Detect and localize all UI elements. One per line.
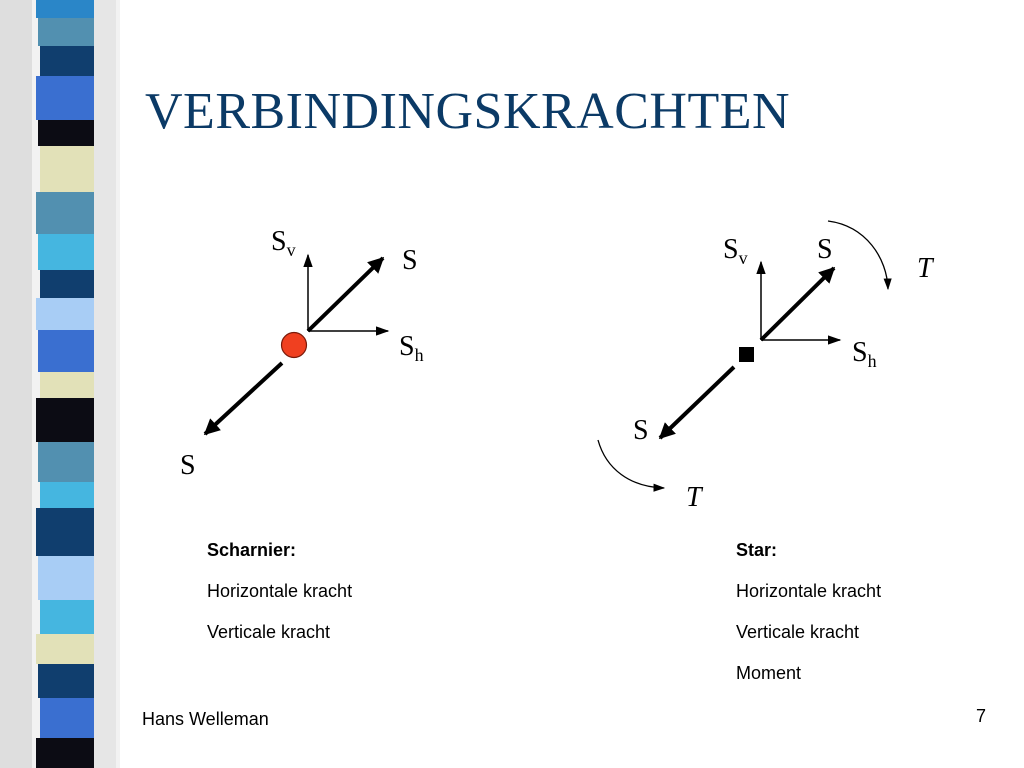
rigid-description [736,538,881,702]
svg-text:Sv [723,234,748,268]
hinge-description [207,538,352,661]
label-s-h: S [852,337,868,368]
force-s-arrow [308,258,383,331]
label-s-h-subscript: h [414,345,424,365]
label-moment-t-lower: T [686,482,702,513]
label-s-v: S [271,226,287,257]
footer-author: Hans Welleman [142,709,269,729]
hinge-diagram [180,226,424,481]
svg-text:Sh [852,337,877,371]
moment-t-lower-arrow [598,440,664,488]
rigid-line-moment: Moment [736,663,802,683]
rigid-line-vertical: Verticale kracht [736,622,860,642]
label-s-v-subscript: v [286,240,296,260]
label-s-v: S [723,234,739,265]
label-s: S [402,245,418,276]
rigid-diagram [598,221,935,513]
label-s: S [817,234,833,265]
force-s-arrow [761,268,834,340]
svg-text:Sv [271,226,296,260]
moment-t-upper-arrow [828,221,888,289]
rigid-line-horizontal: Horizontale kracht [736,581,882,601]
label-s-lower: S [633,415,649,446]
fixed-joint-icon [739,347,754,362]
rigid-heading: Star: [736,540,778,560]
page-title: VERBINDINGSKRACHTEN [145,83,791,140]
hinge-line-horizontal: Horizontale kracht [207,581,353,601]
hinge-heading: Scharnier: [207,540,297,560]
label-s-h-subscript: h [867,351,877,371]
page-number: 7 [976,706,987,726]
label-s-v-subscript: v [738,248,748,268]
label-s-lower: S [180,450,196,481]
label-moment-t-upper: T [917,253,933,284]
label-s-h: S [399,331,415,362]
hinge-line-vertical: Verticale kracht [207,622,331,642]
force-s-opposite-arrow [205,363,282,434]
force-s-opposite-arrow [660,367,734,438]
svg-text:Sh [399,331,424,365]
hinge-icon [282,333,307,358]
